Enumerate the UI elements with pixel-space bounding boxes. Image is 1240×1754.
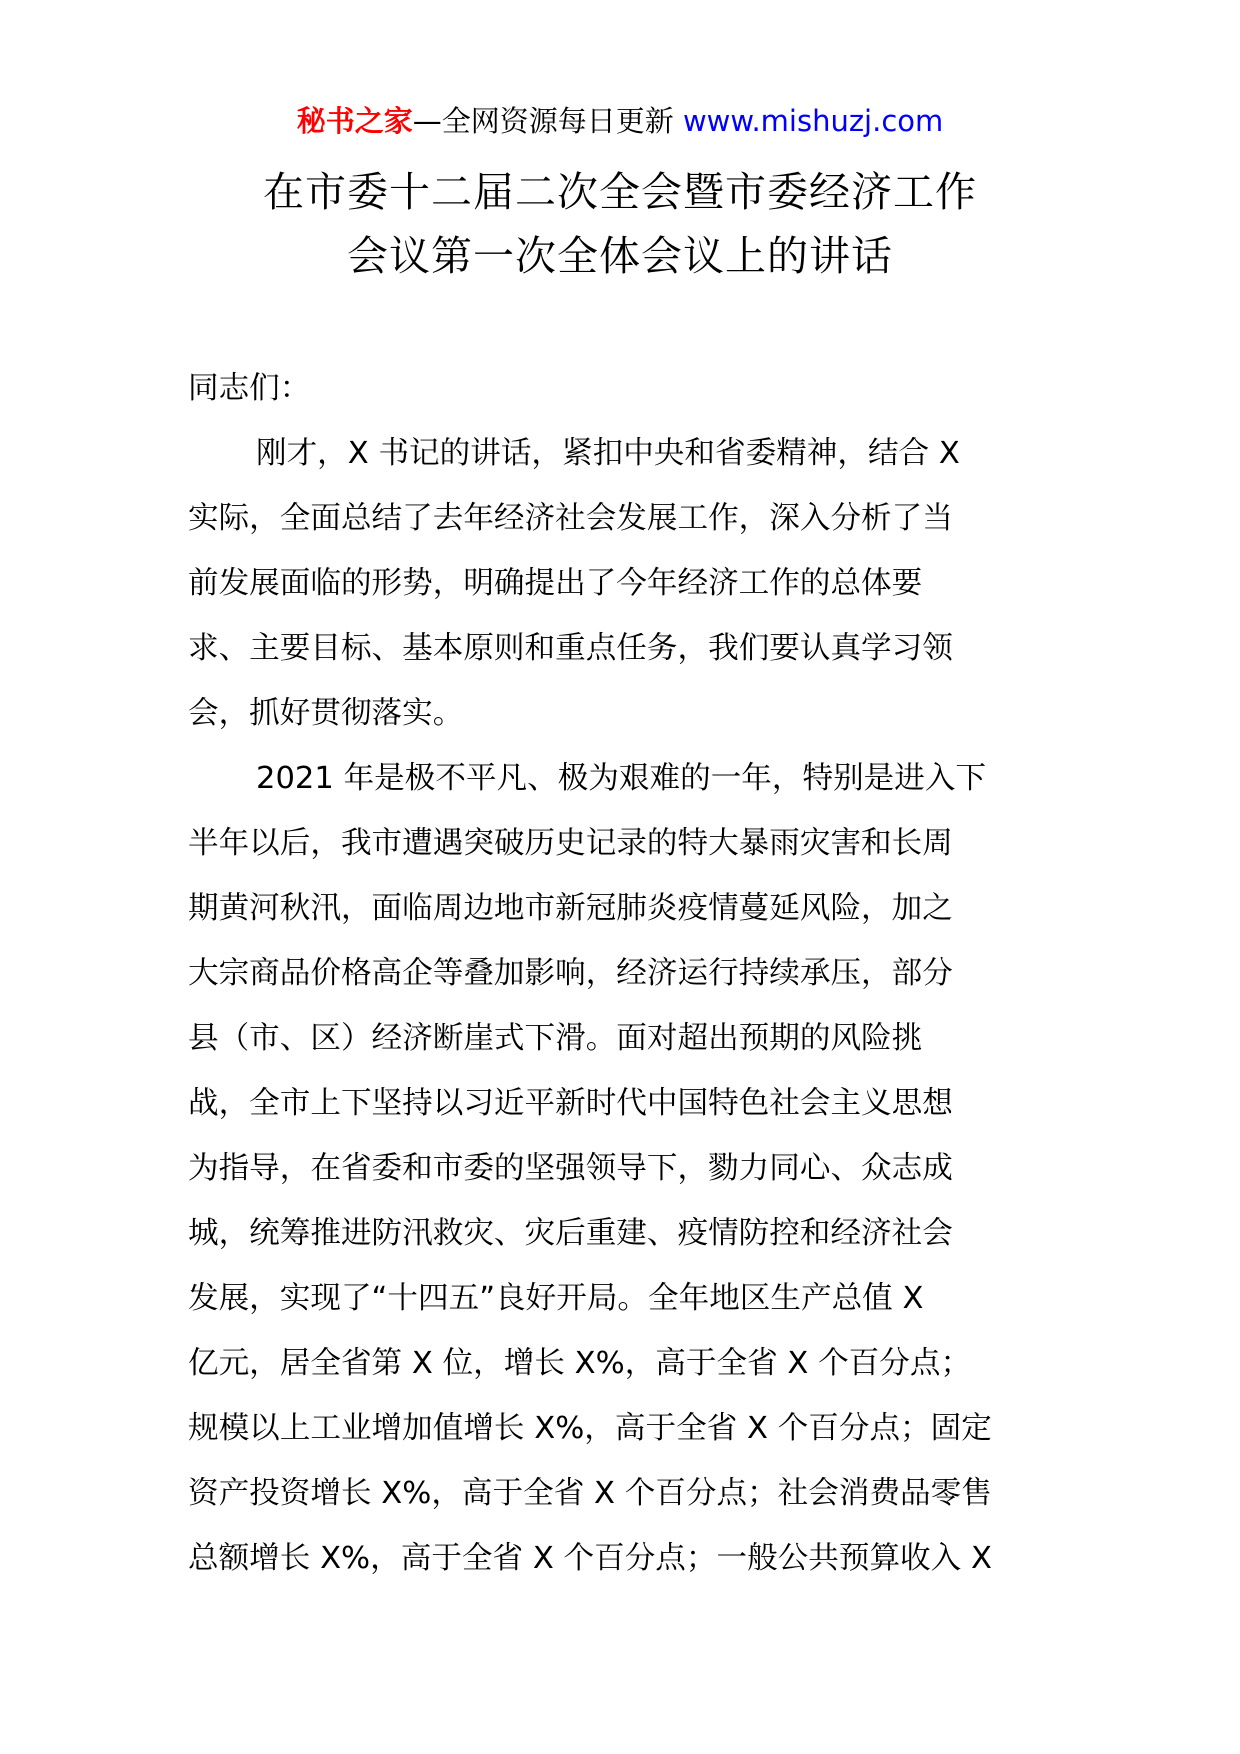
site-banner (0, 101, 1240, 141)
document-title (0, 160, 1240, 288)
paragraph-line: 会，抓好贯彻落实。 (188, 696, 464, 731)
paragraph-line: 总额增长 X%，高于全省 X 个百分点；一般公共预算收入 X (188, 1541, 992, 1576)
paragraph-line: 县（市、区）经济断崖式下滑。面对超出预期的风险挑 (188, 1021, 923, 1056)
brand-name: 秘书之家 (296, 104, 413, 138)
paragraph-line: 资产投资增长 X%，高于全省 X 个百分点；社会消费品零售 (188, 1476, 992, 1511)
paragraph-line: 大宗商品价格高企等叠加影响，经济运行持续承压，部分 (188, 956, 953, 991)
paragraph-line: 实际，全面总结了去年经济社会发展工作，深入分析了当 (188, 501, 953, 536)
paragraph-line: 规模以上工业增加值增长 X%，高于全省 X 个百分点；固定 (188, 1411, 992, 1446)
paragraph (188, 421, 1058, 746)
paragraph-line: 期黄河秋汛，面临周边地市新冠肺炎疫情蔓延风险，加之 (188, 891, 953, 926)
paragraph-line: 半年以后，我市遭遇突破历史记录的特大暴雨灾害和长周 (188, 826, 953, 861)
paragraph-line: 战，全市上下坚持以习近平新时代中国特色社会主义思想 (188, 1086, 953, 1121)
paragraph-line: 2021 年是极不平凡、极为艰难的一年，特别是进入下 (256, 761, 987, 796)
salutation: 同志们： (188, 371, 311, 406)
paragraph-line: 前发展面临的形势，明确提出了今年经济工作的总体要 (188, 566, 923, 601)
site-url-link[interactable]: www.mishuzj.com (682, 104, 944, 138)
title-line: 会议第一次全体会议上的讲话 (347, 232, 893, 280)
paragraph-line: 求、主要目标、基本原则和重点任务，我们要认真学习领 (188, 631, 953, 666)
paragraph-line: 发展，实现了“十四五”良好开局。全年地区生产总值 X (188, 1281, 924, 1316)
banner-slogan: —全网资源每日更新 (412, 104, 674, 138)
paragraph-line: 亿元，居全省第 X 位，增长 X%，高于全省 X 个百分点； (188, 1346, 972, 1381)
document-body (188, 356, 1058, 1591)
paragraph-line: 刚才，X 书记的讲话，紧扣中央和省委精神，结合 X (256, 436, 960, 471)
paragraph (188, 746, 1058, 1591)
title-line: 在市委十二届二次全会暨市委经济工作 (263, 168, 977, 216)
paragraph-line: 为指导，在省委和市委的坚强领导下，勠力同心、众志成 (188, 1151, 953, 1186)
paragraph-line: 城，统筹推进防汛救灾、灾后重建、疫情防控和经济社会 (188, 1216, 953, 1251)
